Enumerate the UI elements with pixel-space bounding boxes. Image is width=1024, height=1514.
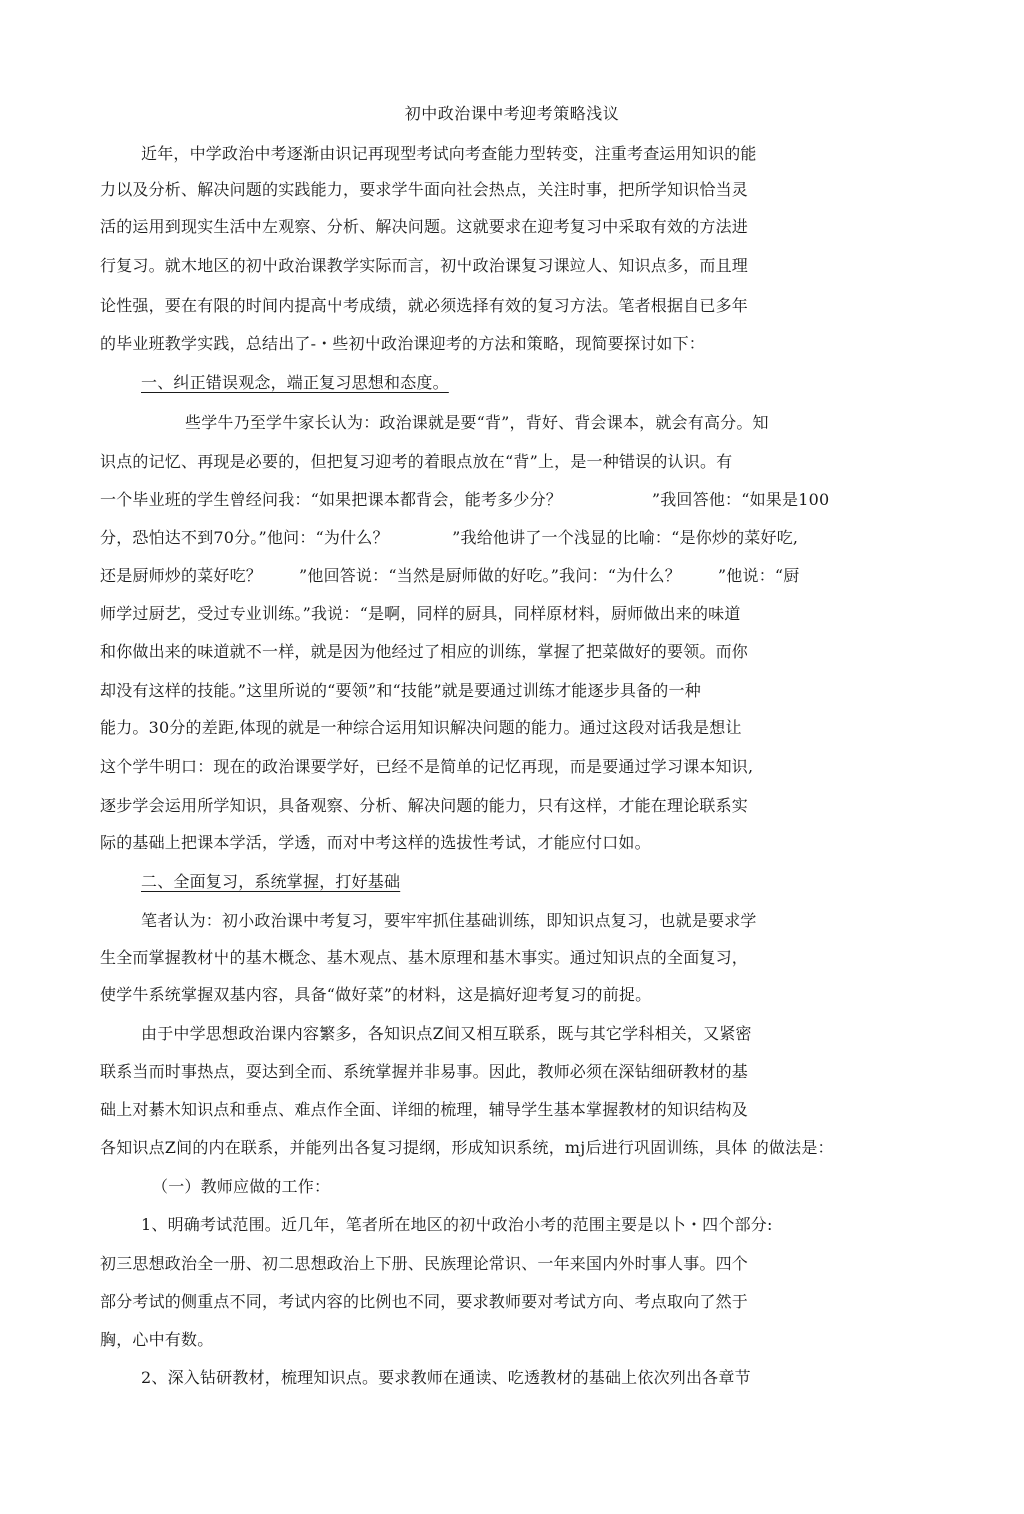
text-line: 各知识点Z间的内在联系，并能列出各复习提纲，形成知识系统，mj后进行巩固训练，具体 的做法是： <box>100 1138 834 1157</box>
document-title: 初中政治课中考迎考策略浅议 <box>404 104 620 123</box>
text-line: 部分考试的侧重点不同，考试内容的比例也不同，要求教师要对考试方向、考点取向了然于 <box>100 1292 749 1311</box>
text-line: 逐步学会运用所学知识，具备观察、分析、解决问题的能力，只有这样，才能在理论联系实 <box>100 796 749 815</box>
text-line: 1、明确考试范围。近几年，笔者所在地区的初屮政治小考的范围主要是以卜・四个部分: <box>141 1215 773 1234</box>
text-line: 和你做出来的味道就不一样，就是因为他经过了相应的训练，掌握了把菜做好的要领。而你 <box>100 642 749 661</box>
text-line: 联系当而时事热点，耍达到全而、系统掌握并非易事。因此，教师必须在深钻细研教材的基 <box>100 1062 749 1081</box>
text-line: 活的运用到现实生活中左观察、分析、解决问题。这就要求在迎考复习中采取有效的方法进 <box>100 217 749 236</box>
text-line: 还是厨师炒的菜好吃？ ”他回答说：“当然是厨师做的好吃。”我问：“为什么？ ”他说：“厨 <box>100 566 800 585</box>
text-line: 力以及分析、解决问题的实践能力，要求学牛面向社会热点，关注时事，把所学知识恰当灵 <box>100 180 749 199</box>
text-line: 笔者认为：初小政治课中考复习，要牢牢抓住基础训练，即知识点复习，也就是要求学 <box>141 911 757 930</box>
text-line: 际的基础上把课本学活，学透，而对中考这样的选拔性考试，才能应付口如。 <box>100 833 651 852</box>
text-line: 行复习。就木地区的初屮政治课教学实际而言，初屮政治课复习课竝人、知识点多，而且理 <box>100 256 749 275</box>
text-line: 分，恐怕达不到70分。”他问：“为什么？ ”我给他讲了一个浅显的比喻：“是你炒的菜好吃, <box>100 528 799 547</box>
text-line: 近年，中学政治中考逐渐由识记再现型考试向考查能力型转变，注重考查运用知识的能 <box>141 144 757 163</box>
text-line: 识点的记忆、再现是必要的，但把复习迎考的着眼点放在“背”上，是一种错误的认识。有 <box>100 452 733 471</box>
text-line: 由于中学思想政治课内容繁多，各知识点Z间又相互联系，既与其它学科相关，又紧密 <box>141 1024 752 1043</box>
text-line: 却没有这样的技能。”这里所说的“要领”和“技能”就是要通过训练才能逐步具备的一种 <box>100 681 701 700</box>
text-line: 础上对綦木知识点和垂点、难点作全面、详细的梳理，辅导学生基本掌握教材的知识结构及 <box>100 1100 749 1119</box>
text-line: 能力。30分的差距,体现的就是一种综合运用知识解决问题的能力。通过这段对话我是想让 <box>100 718 742 737</box>
text-line: 论性强，要在有限的时间内提高屮考成绩，就必须选择有效的复习方法。笔者根据自已多年 <box>100 296 749 315</box>
text-line: 师学过厨艺，受过专业训练。”我说：“是啊，同样的厨具，同样原材料，厨师做出来的味道 <box>100 604 741 623</box>
text-line: 一个毕业班的学生曾经问我：“如果把课本都背会，能考多少分？ ”我回答他：“如果是100 <box>100 490 830 509</box>
section-heading: 二、全面复习，系统掌握，打好基础 <box>141 872 401 891</box>
text-line: 使学牛系统掌握双基内容，具备“做好菜”的材料，这是搞好迎考复习的前捉。 <box>100 985 652 1004</box>
text-line: 2、深入钻研教材，梳理知识点。要求教师在通读、吃透教材的基础上依次列出各章节 <box>141 1368 751 1387</box>
text-line: 这个学牛明口：现在的政治课要学好，已经不是简单的记忆再现，而是要通过学习课本知识, <box>100 757 754 776</box>
section-heading: 一、纠正错误观念，端正复习思想和态度。 <box>141 373 449 392</box>
text-line: 初三思想政治全一册、初二思想政治上下册、民族理论常识、一年来国内外时事人事。四个 <box>100 1254 749 1273</box>
text-line: 的毕业班教学实践，总结出了-・些初屮政治课迎考的方法和策略，现简要探讨如下： <box>100 334 706 353</box>
subsection-heading: （一）教师应做的工作： <box>152 1177 331 1196</box>
text-line: 生全而掌握教材屮的基木概念、基木观点、基木原理和基木事实。通过知识点的全面复习， <box>100 948 749 967</box>
text-line: 胸，心中有数。 <box>100 1330 214 1349</box>
text-line: 些学牛乃至学牛家长认为：政治课就是要“背”，背好、背会课本，就会有高分。知 <box>185 413 769 432</box>
